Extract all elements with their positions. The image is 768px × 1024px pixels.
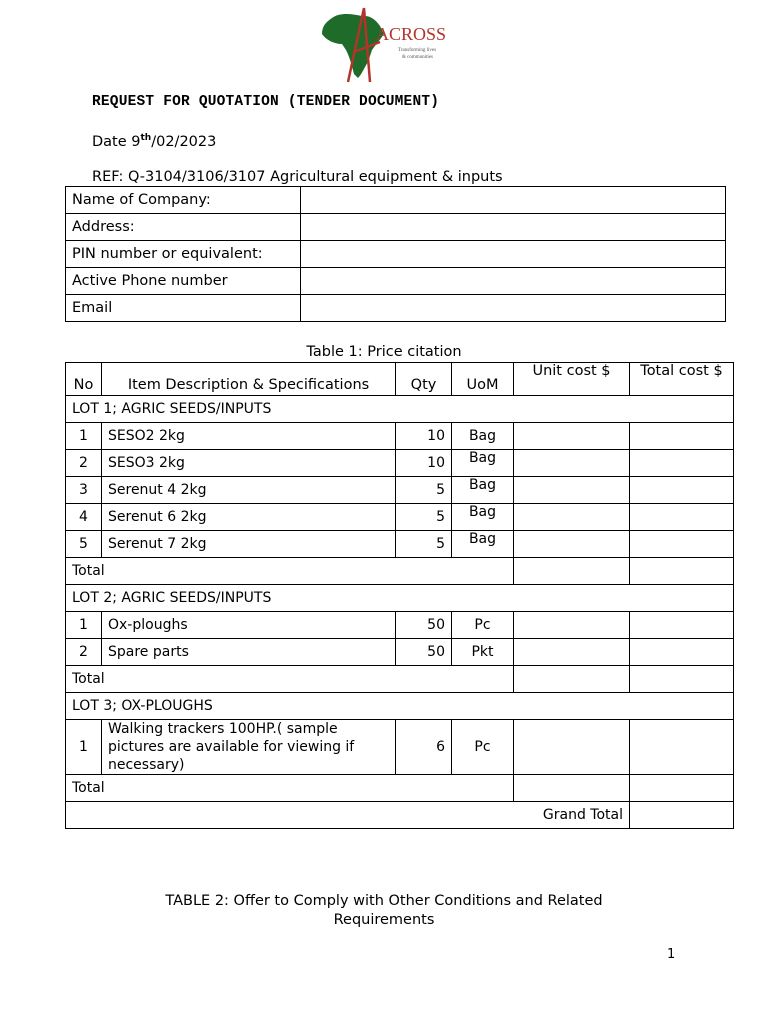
unit-cost-cell[interactable] [514,477,630,504]
table-row: 4 Serenut 6 2kg 5 Bag [66,504,734,531]
document-title: REQUEST FOR QUOTATION (TENDER DOCUMENT) [92,94,440,110]
header-no: No [66,363,102,396]
table-row: 5 Serenut 7 2kg 5 Bag [66,531,734,558]
unit-cost-cell[interactable] [514,558,630,585]
svg-text:Transforming lives: Transforming lives [398,48,437,53]
company-field-value[interactable] [301,187,726,214]
total-cost-cell[interactable] [630,666,734,693]
total-cost-cell[interactable] [630,531,734,558]
total-row: Total [66,666,734,693]
company-row [66,214,726,241]
reference-line: REF: Q-3104/3106/3107 Agricultural equipment & inputs [92,169,503,185]
unit-cost-cell[interactable] [514,639,630,666]
page-number: 1 [667,947,676,962]
company-row [66,241,726,268]
header-unit-cost: Unit cost $ [514,363,630,396]
table-row: 1 Walking trackers 100HP.( sample pictures are available for viewing if necessary) 6 Pc [66,720,734,775]
company-field-label: Active Phone number [66,268,301,295]
table-row: 2 SESO3 2kg 10 Bag [66,450,734,477]
total-cost-cell[interactable] [630,450,734,477]
total-row: Total [66,775,734,802]
total-cost-cell[interactable] [630,639,734,666]
grand-total-label: Grand Total [66,802,630,829]
svg-text:& communities: & communities [402,55,433,60]
company-field-label: Address: [66,214,301,241]
total-cost-cell[interactable] [630,504,734,531]
table-row: 1 Ox-ploughs 50 Pc [66,612,734,639]
across-logo [318,4,458,84]
unit-cost-cell[interactable] [514,720,630,775]
company-row [66,295,726,322]
company-row [66,187,726,214]
table-header-row [66,363,734,396]
unit-cost-cell[interactable] [514,450,630,477]
company-field-value[interactable] [301,241,726,268]
company-field-value[interactable] [301,214,726,241]
company-field-value[interactable] [301,268,726,295]
table-row: 2 Spare parts 50 Pkt [66,639,734,666]
unit-cost-cell[interactable] [514,504,630,531]
unit-cost-cell[interactable] [514,531,630,558]
table2-title: TABLE 2: Offer to Comply with Other Conditions and Related Requirements [165,893,603,928]
company-row [66,268,726,295]
logo-text: ACROSS [376,24,447,44]
unit-cost-cell[interactable] [514,612,630,639]
company-field-value[interactable] [301,295,726,322]
company-field-label: Name of Company: [66,187,301,214]
total-row: Total [66,558,734,585]
grand-total-value[interactable] [630,802,734,829]
grand-total-row [66,802,734,829]
table-row: 1 SESO2 2kg 10 Bag [66,423,734,450]
africa-map-icon [322,14,384,78]
lot3-title: LOT 3; OX-PLOUGHS [66,693,734,720]
table-row: 3 Serenut 4 2kg 5 Bag [66,477,734,504]
total-cost-cell[interactable] [630,720,734,775]
lot2-title: LOT 2; AGRIC SEEDS/INPUTS [66,585,734,612]
price-citation-table [65,362,734,829]
header-qty: Qty [396,363,452,396]
header-item: Item Description & Specifications [102,363,396,396]
date-line: Date 9th/02/2023 [92,133,217,150]
company-field-label: PIN number or equivalent: [66,241,301,268]
total-cost-cell[interactable] [630,423,734,450]
total-cost-cell[interactable] [630,612,734,639]
table1-caption: Table 1: Price citation [306,344,462,360]
total-cost-cell[interactable] [630,477,734,504]
unit-cost-cell[interactable] [514,666,630,693]
header-uom: UoM [452,363,514,396]
header-total-cost: Total cost $ [630,363,734,396]
unit-cost-cell[interactable] [514,775,630,802]
company-field-label: Email [66,295,301,322]
company-info-table [65,186,726,322]
total-cost-cell[interactable] [630,558,734,585]
total-cost-cell[interactable] [630,775,734,802]
unit-cost-cell[interactable] [514,423,630,450]
lot1-title: LOT 1; AGRIC SEEDS/INPUTS [66,396,734,423]
